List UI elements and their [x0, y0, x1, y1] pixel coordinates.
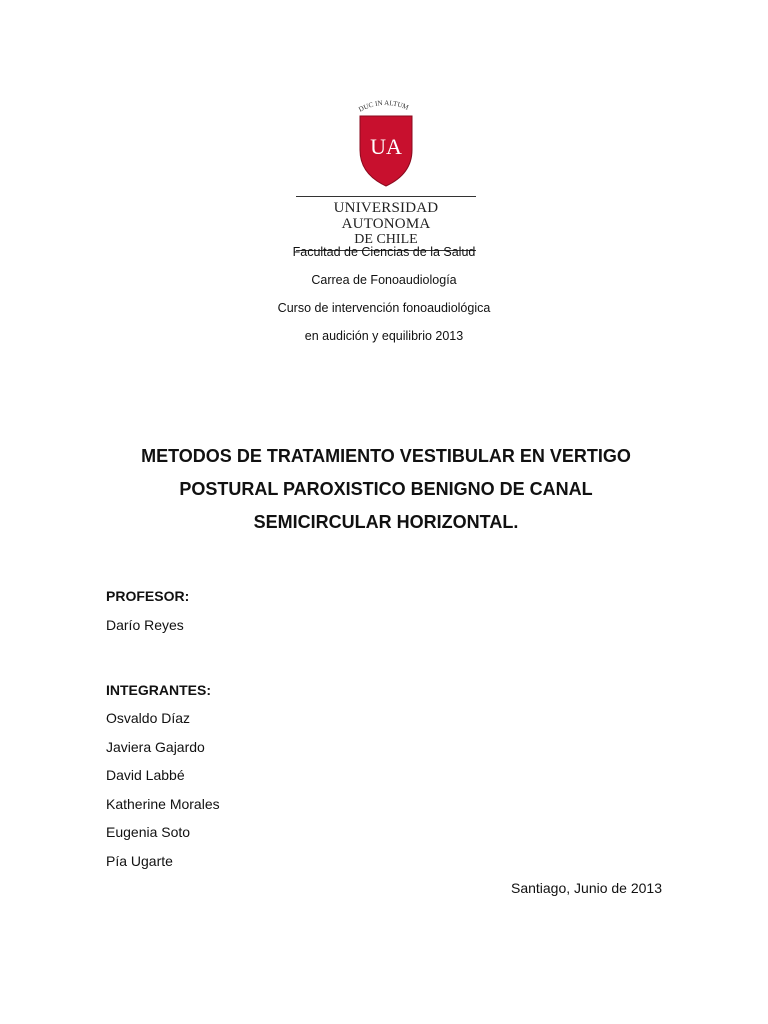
career-line: Carrea de Fonoaudiología	[311, 273, 457, 287]
member-item: Eugenia Soto	[106, 824, 191, 840]
member-item: Javiera Gajardo	[106, 738, 205, 755]
logo-initials: UA	[370, 134, 402, 159]
place-date: Santiago, Junio de 2013	[510, 880, 662, 896]
document-title	[80, 440, 692, 539]
university-name-line1: UNIVERSIDAD AUTONOMA	[296, 196, 476, 232]
member-item: Pía Ugarte	[106, 852, 173, 869]
faculty-line: Facultad de Ciencias de la Salud	[292, 245, 476, 259]
faculty-info	[0, 244, 768, 356]
member-item: David Labbé	[106, 767, 185, 783]
title-line3: SEMICIRCULAR HORIZONTAL.	[253, 512, 519, 532]
title-line1: METODOS DE TRATAMIENTO VESTIBULAR EN VERTIGO	[141, 446, 631, 466]
professor-name: Darío Reyes	[106, 617, 184, 633]
title-line2: POSTURAL PAROXISTICO BENIGNO DE CANAL	[179, 479, 593, 499]
member-item: Katherine Morales	[106, 795, 220, 812]
course-year-line: en audición y equilibrio 2013	[304, 329, 464, 343]
logo-motto: DUC IN ALTUM	[357, 98, 410, 114]
professor-label: PROFESOR:	[106, 588, 190, 604]
university-name	[296, 196, 476, 251]
shield-icon	[290, 92, 480, 202]
course-line: Curso de intervención fonoaudiológica	[277, 301, 491, 315]
university-name-line2: DE CHILE	[296, 232, 476, 251]
member-item: Osvaldo Díaz	[106, 710, 191, 726]
members-label: INTEGRANTES:	[106, 682, 211, 698]
members-list	[106, 709, 220, 880]
